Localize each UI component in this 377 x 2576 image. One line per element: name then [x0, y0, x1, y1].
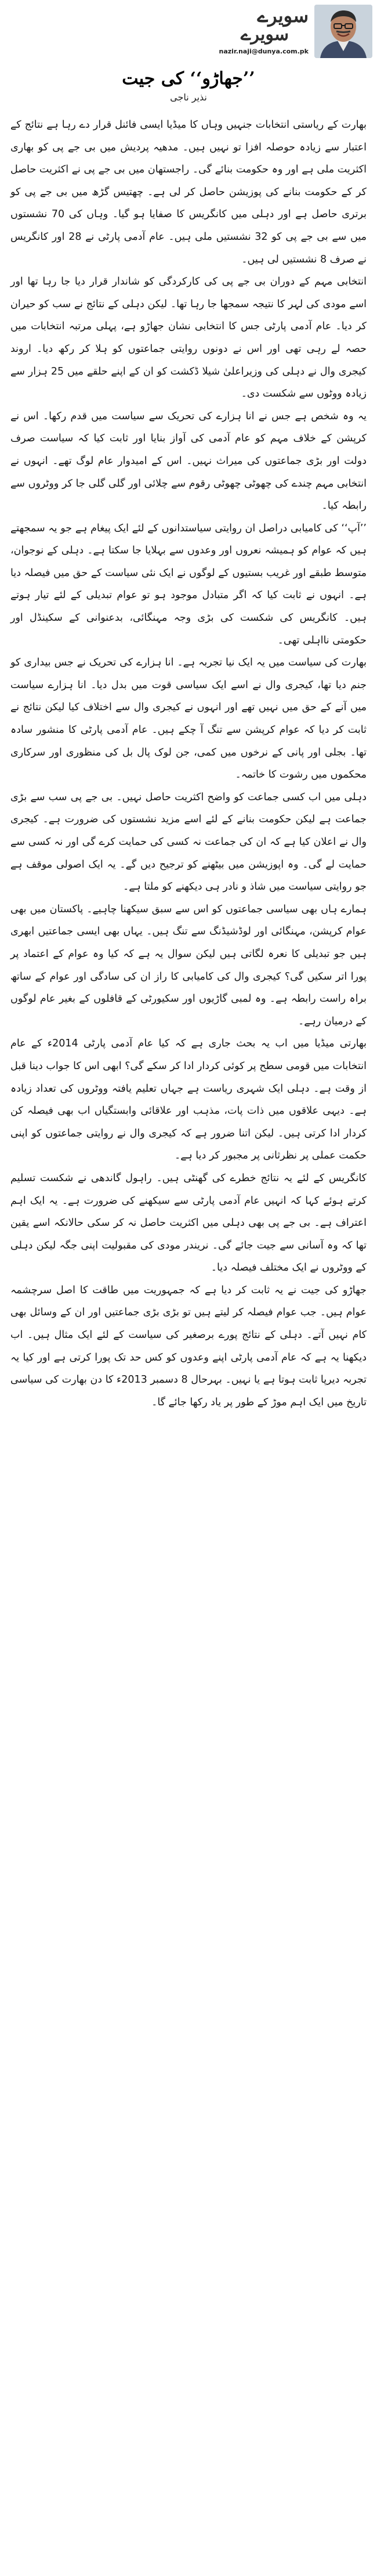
paragraph: ’’آپ‘‘ کی کامیابی دراصل ان روایتی سیاستدانوں کے لئے ایک پیغام ہے جو یہ سمجھتے ہیں کہ عوام کو ہمیشہ نعروں اور وعدوں سے بہلایا جا سکتا ہے۔ دہلی کے نوجوان، متوسط طبقے اور غریب بستیوں کے لوگوں نے ایک نئی سیاست کے حق میں فیصلہ دیا ہے۔ انہوں نے ثابت کیا کہ اگر متبادل موجود ہو تو عوام تبدیلی کے لئے تیار ہوتے ہیں۔ کانگریس کی شکست کی بڑی وجہ مہنگائی، بدعنوانی کے سکینڈل اور حکومتی نااہلی تھی۔	[10, 522, 367, 646]
columnist-photo	[314, 5, 372, 58]
article-body	[10, 114, 367, 1413]
author-name: نذیر ناجی	[170, 92, 207, 103]
column-logo	[204, 5, 372, 60]
paragraph: جھاڑو کی جیت نے یہ ثابت کر دیا ہے کہ جمہوریت میں طاقت کا اصل سرچشمہ عوام ہیں۔ جب عوام فیصلہ کر لیتے ہیں تو بڑی بڑی جماعتیں اور ان کے وسائل بھی کام نہیں آتے۔ دہلی کے نتائج پورے برصغیر کی سیاست کے لئے ایک مثال ہیں۔ اب دیکھنا یہ ہے کہ عام آدمی پارٹی اپنے وعدوں کو کس حد تک پورا کرتی ہے اور کیا یہ تجربہ دیرپا ثابت ہوتا ہے یا نہیں۔ بہرحال 8 دسمبر 2013ء کا دن بھارت کی سیاسی تاریخ میں ایک اہم موڑ کے طور پر یاد رکھا جائے گا۔	[10, 1284, 367, 1408]
paragraph: دہلی میں اب کسی جماعت کو واضح اکثریت حاصل نہیں۔ بی جے پی سب سے بڑی جماعت ہے لیکن حکومت بنانے کے لئے اسے مزید نشستوں کی ضرورت ہے۔ کیجری وال نے اعلان کیا ہے کہ ان کی جماعت نہ کسی کی حمایت کرے گی اور نہ کسی سے حمایت لے گی۔ وہ اپوزیشن میں بیٹھنے کو ترجیح دیں گے۔ یہ ایک اصولی موقف ہے جو روایتی سیاست میں شاذ و نادر ہی دیکھنے کو ملتا ہے۔	[10, 791, 367, 893]
article-heading	[0, 67, 377, 108]
article-title: ’’جھاڑو‘‘ کی جیت	[122, 69, 255, 89]
author-email[interactable]: nazir.naji@dunya.com.pk	[219, 48, 309, 55]
avatar-illustration	[314, 5, 372, 58]
paragraph: یہ وہ شخص ہے جس نے انا ہزارے کی تحریک سے سیاست میں قدم رکھا۔ اس نے کرپشن کے خلاف مہم کو عام آدمی کی آواز بنایا اور ثابت کیا کہ سیاست صرف دولت اور بڑی جماعتوں کی میراث نہیں۔ اس کے امیدوار عام لوگ تھے۔ انہوں نے انتخابی مہم چندے کی چھوٹی چھوٹی رقوم سے چلائی اور گلی گلی جا کر ووٹروں سے رابطہ کیا۔	[10, 410, 367, 512]
paragraph: بھارت کی سیاست میں یہ ایک نیا تجربہ ہے۔ انا ہزارے کی تحریک نے جس بیداری کو جنم دیا تھا، کیجری وال نے اسے ایک سیاسی قوت میں بدل دیا۔ انا ہزارے سیاست میں آنے کے حق میں نہیں تھے اور انہوں نے کیجری وال سے اختلاف کیا لیکن نتائج نے ثابت کر دیا کہ عوام کرپشن سے تنگ آ چکے ہیں۔ عام آدمی پارٹی کا منشور سادہ تھا۔ بجلی اور پانی کے نرخوں میں کمی، جن لوک پال بل کی منظوری اور سرکاری محکموں میں رشوت کا خاتمہ۔	[10, 657, 367, 781]
paragraph: ہمارے ہاں بھی سیاسی جماعتوں کو اس سے سبق سیکھنا چاہیے۔ پاکستان میں بھی عوام کرپشن، مہنگائی اور لوڈشیڈنگ سے تنگ ہیں۔ یہاں بھی ایسی جماعتیں ابھری ہیں جو تبدیلی کا نعرہ لگاتی ہیں لیکن سوال یہ ہے کہ کیا وہ عوام کے اعتماد پر پورا اتر سکیں گی؟ کیجری وال کی کامیابی کا راز ان کی سادگی اور عوام کے ساتھ براہ راست رابطہ ہے۔ وہ لمبی گاڑیوں اور سکیورٹی کے قافلوں کے بغیر عام لوگوں کے درمیان رہے۔	[10, 903, 367, 1027]
paragraph: کانگریس کے لئے یہ نتائج خطرے کی گھنٹی ہیں۔ راہول گاندھی نے شکست تسلیم کرتے ہوئے کہا کہ انہیں عام آدمی پارٹی سے سیکھنے کی ضرورت ہے۔ یہ ایک اہم اعتراف ہے۔ بی جے پی بھی دہلی میں اکثریت حاصل نہ کر سکی حالانکہ اسے یقین تھا کہ وہ آسانی سے جیت جائے گی۔ نریندر مودی کی مقبولیت اپنی جگہ لیکن دہلی کے ووٹروں نے ایک مختلف فیصلہ دیا۔	[10, 1172, 367, 1274]
logo-line-2: سویرے	[240, 24, 289, 45]
paragraph: بھارتی میڈیا میں اب یہ بحث جاری ہے کہ کیا عام آدمی پارٹی 2014ء کے عام انتخابات میں قومی سطح پر کوئی کردار ادا کر سکے گی؟ ابھی اس کا جواب دینا قبل از وقت ہے۔ دہلی ایک شہری ریاست ہے جہاں تعلیم یافتہ ووٹروں کی تعداد زیادہ ہے۔ دیہی علاقوں میں ذات پات، مذہب اور علاقائی وابستگیاں اب بھی فیصلہ کن کردار ادا کرتی ہیں۔ لیکن اتنا ضرور ہے کہ کیجری وال نے روایتی جماعتوں کو اپنی حکمت عملی پر نظرثانی پر مجبور کر دیا ہے۔	[10, 1038, 367, 1162]
logo-line-1: سویرے	[257, 5, 309, 27]
logo-text	[204, 5, 309, 45]
paragraph: بھارت کے ریاستی انتخابات جنہیں وہاں کا میڈیا ایسی فائنل قرار دے رہا ہے نتائج کے اعتبار سے زیادہ حوصلہ افزا تو نہیں ہیں۔ مدھیہ پردیش میں بی جے پی کو بھاری اکثریت ملی ہے اور وہ حکومت بنائے گی۔ راجستھان میں بی جے پی نے اکثریت حاصل کر کے حکومت بنانے کی پوزیشن حاصل کر لی ہے۔ چھتیس گڑھ میں بی جے پی کو برتری حاصل ہے اور دہلی میں کانگریس کا صفایا ہو گیا۔ وہاں کی 70 نشستوں میں سے بی جے پی کو 32 نشستیں ملی ہیں۔ عام آدمی پارٹی نے 28 اور کانگریس نے صرف 8 نشستیں لی ہیں۔	[10, 119, 367, 265]
paragraph: انتخابی مہم کے دوران بی جے پی کی کارکردگی کو شاندار قرار دیا جا رہا تھا اور اسے مودی کی لہر کا نتیجہ سمجھا جا رہا تھا۔ لیکن دہلی کے نتائج نے سب کو حیران کر دیا۔ عام آدمی پارٹی جس کا انتخابی نشان جھاڑو ہے، پہلی مرتبہ انتخابات میں حصہ لے رہی تھی اور اس نے دونوں روایتی جماعتوں کو ہلا کر رکھ دیا۔ اروند کیجری وال نے دہلی کی وزیراعلیٰ شیلا ڈکشت کو ان کے اپنے حلقے میں 25 ہزار سے زیادہ ووٹوں سے شکست دی۔	[10, 276, 367, 400]
column-header	[0, 0, 377, 65]
